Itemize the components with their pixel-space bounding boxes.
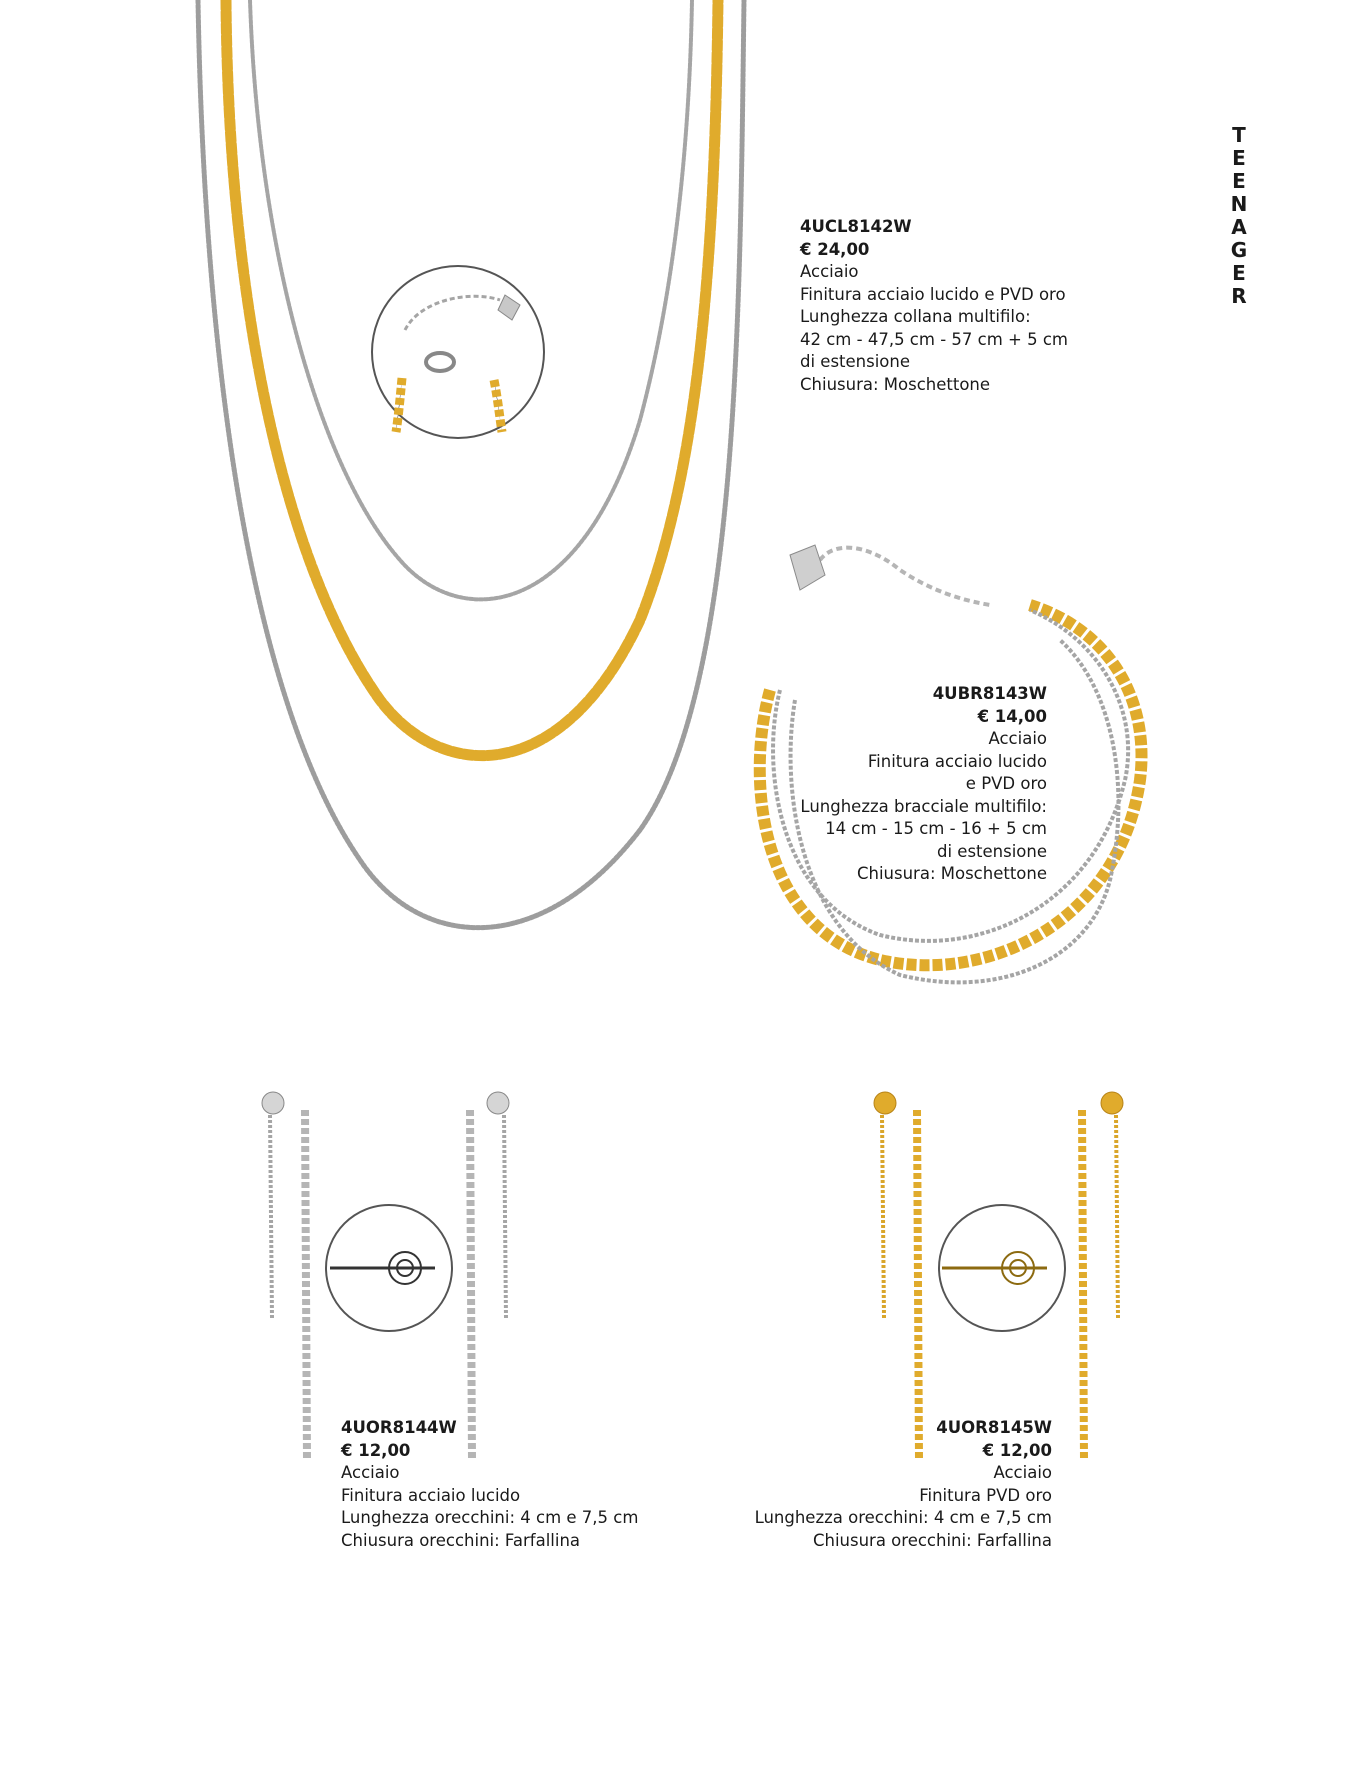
product-detail-line: Chiusura: Moschettone	[800, 374, 991, 394]
product-material: Acciaio	[341, 1463, 400, 1482]
category-letter: E	[1232, 169, 1246, 193]
earrings-gold-description	[730, 1417, 1052, 1552]
bracelet-description	[780, 683, 1047, 886]
earrings-silver-back-detail	[326, 1205, 452, 1331]
earrings-gold-back-detail	[939, 1205, 1065, 1331]
necklace-description	[800, 216, 1068, 396]
product-code: 4UBR8143W	[932, 684, 1047, 703]
product-detail-line: Finitura PVD oro	[919, 1485, 1052, 1505]
product-material: Acciaio	[993, 1463, 1052, 1482]
category-letter: E	[1232, 261, 1246, 285]
product-detail-line: Lunghezza orecchini: 4 cm e 7,5 cm	[754, 1508, 1052, 1527]
necklace-clasp-detail	[372, 266, 544, 438]
product-detail-line: Chiusura orecchini: Farfallina	[812, 1530, 1052, 1550]
product-detail-line: di estensione	[936, 841, 1047, 861]
product-price: € 12,00	[341, 1440, 411, 1460]
category-letter: T	[1232, 123, 1246, 147]
product-detail-line: Lunghezza bracciale multifilo:	[800, 796, 1047, 816]
earrings-silver-description	[341, 1417, 638, 1552]
product-price: € 12,00	[982, 1440, 1052, 1460]
product-code: 4UOR8145W	[936, 1418, 1052, 1437]
product-detail-line: di estensione	[800, 352, 911, 371]
product-detail-line: Finitura acciaio lucido e PVD oro	[800, 284, 1066, 304]
product-detail-line: 42 cm - 47,5 cm - 57 cm + 5 cm	[800, 329, 1068, 349]
product-price: € 14,00	[977, 706, 1047, 726]
category-letter: G	[1230, 238, 1248, 262]
product-material: Acciaio	[800, 262, 859, 281]
category-letter: R	[1231, 284, 1247, 308]
category-letter: E	[1232, 146, 1246, 170]
category-label-teenager	[1224, 124, 1254, 308]
category-letter: A	[1231, 215, 1247, 239]
product-detail-line: Chiusura orecchini: Farfallina	[341, 1530, 581, 1550]
product-material: Acciaio	[988, 729, 1047, 748]
category-letter: N	[1230, 192, 1248, 216]
product-code: 4UCL8142W	[800, 217, 912, 236]
product-detail-line: Finitura acciaio lucido	[341, 1485, 521, 1505]
product-detail-line: Finitura acciaio lucido	[867, 751, 1047, 771]
product-detail-line: e PVD oro	[965, 774, 1047, 793]
product-detail-line: 14 cm - 15 cm - 16 + 5 cm	[825, 819, 1047, 838]
product-detail-line: Chiusura: Moschettone	[856, 864, 1047, 883]
product-detail-line: Lunghezza collana multifilo:	[800, 307, 1031, 326]
product-price: € 24,00	[800, 239, 870, 259]
necklace-image	[198, 0, 744, 928]
product-detail-line: Lunghezza orecchini: 4 cm e 7,5 cm	[341, 1508, 639, 1527]
product-code: 4UOR8144W	[341, 1418, 457, 1437]
